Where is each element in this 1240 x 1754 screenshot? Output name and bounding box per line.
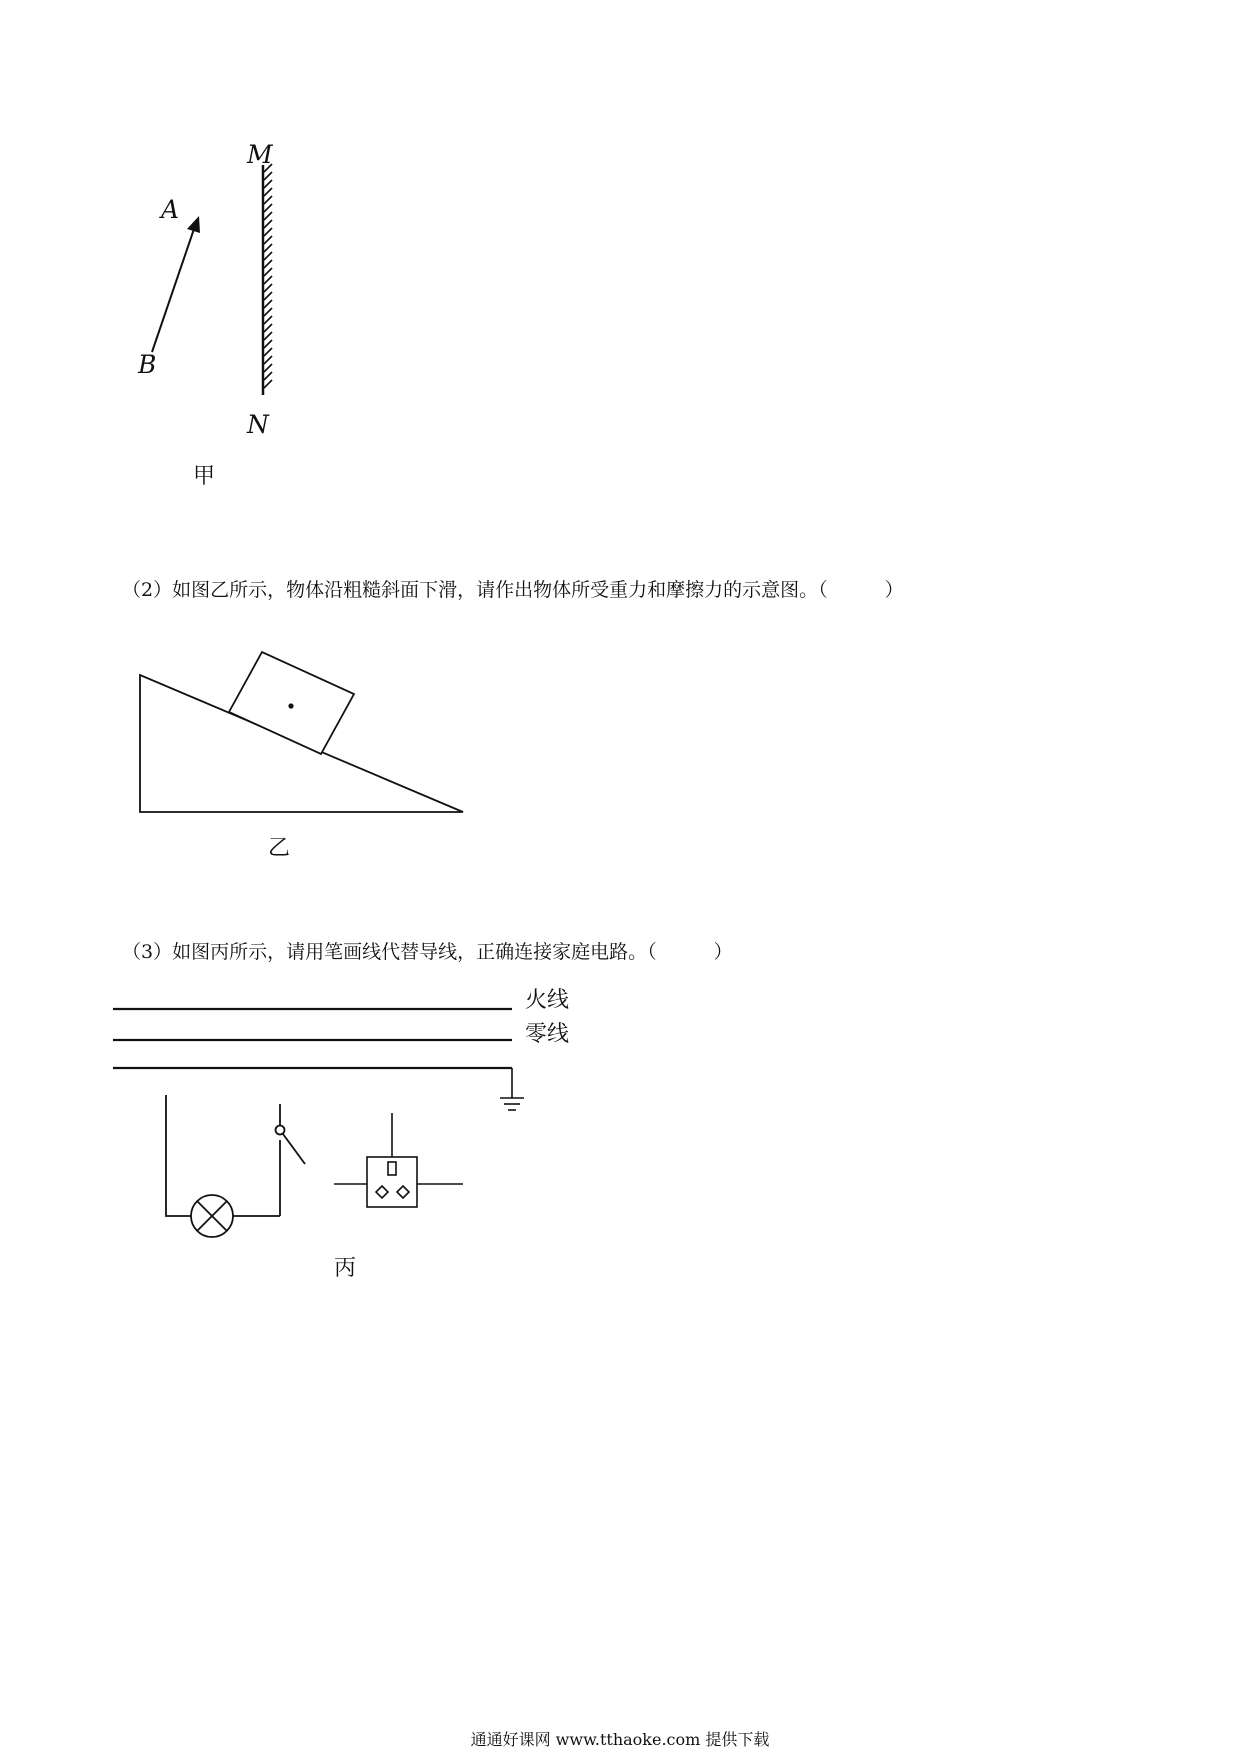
mirror-label-n: N: [247, 410, 269, 439]
three-pin-socket: [334, 1113, 463, 1207]
page-footer: 通通好课网 www.tthaoke.com 提供下载: [470, 1730, 770, 1749]
figure-bing-caption: 丙: [334, 1256, 357, 1281]
question-2-text: （2）如图乙所示，物体沿粗糙斜面下滑，请作出物体所受重力和摩擦力的示意图。（ ）: [122, 579, 904, 601]
ground-symbol: [500, 1068, 524, 1110]
arrow-label-b: B: [138, 350, 157, 379]
lamp: [191, 1195, 233, 1237]
figure-yi-caption: 乙: [268, 836, 291, 861]
arrow-label-a: A: [161, 195, 180, 224]
neutral-wire-label: 零线: [525, 1022, 570, 1047]
figure-jia-caption: 甲: [193, 464, 216, 489]
mirror-label-m: M: [247, 140, 273, 169]
live-wire-label: 火线: [525, 988, 570, 1013]
question-3-text: （3）如图丙所示，请用笔画线代替导线，正确连接家庭电路。（ ）: [122, 941, 733, 963]
